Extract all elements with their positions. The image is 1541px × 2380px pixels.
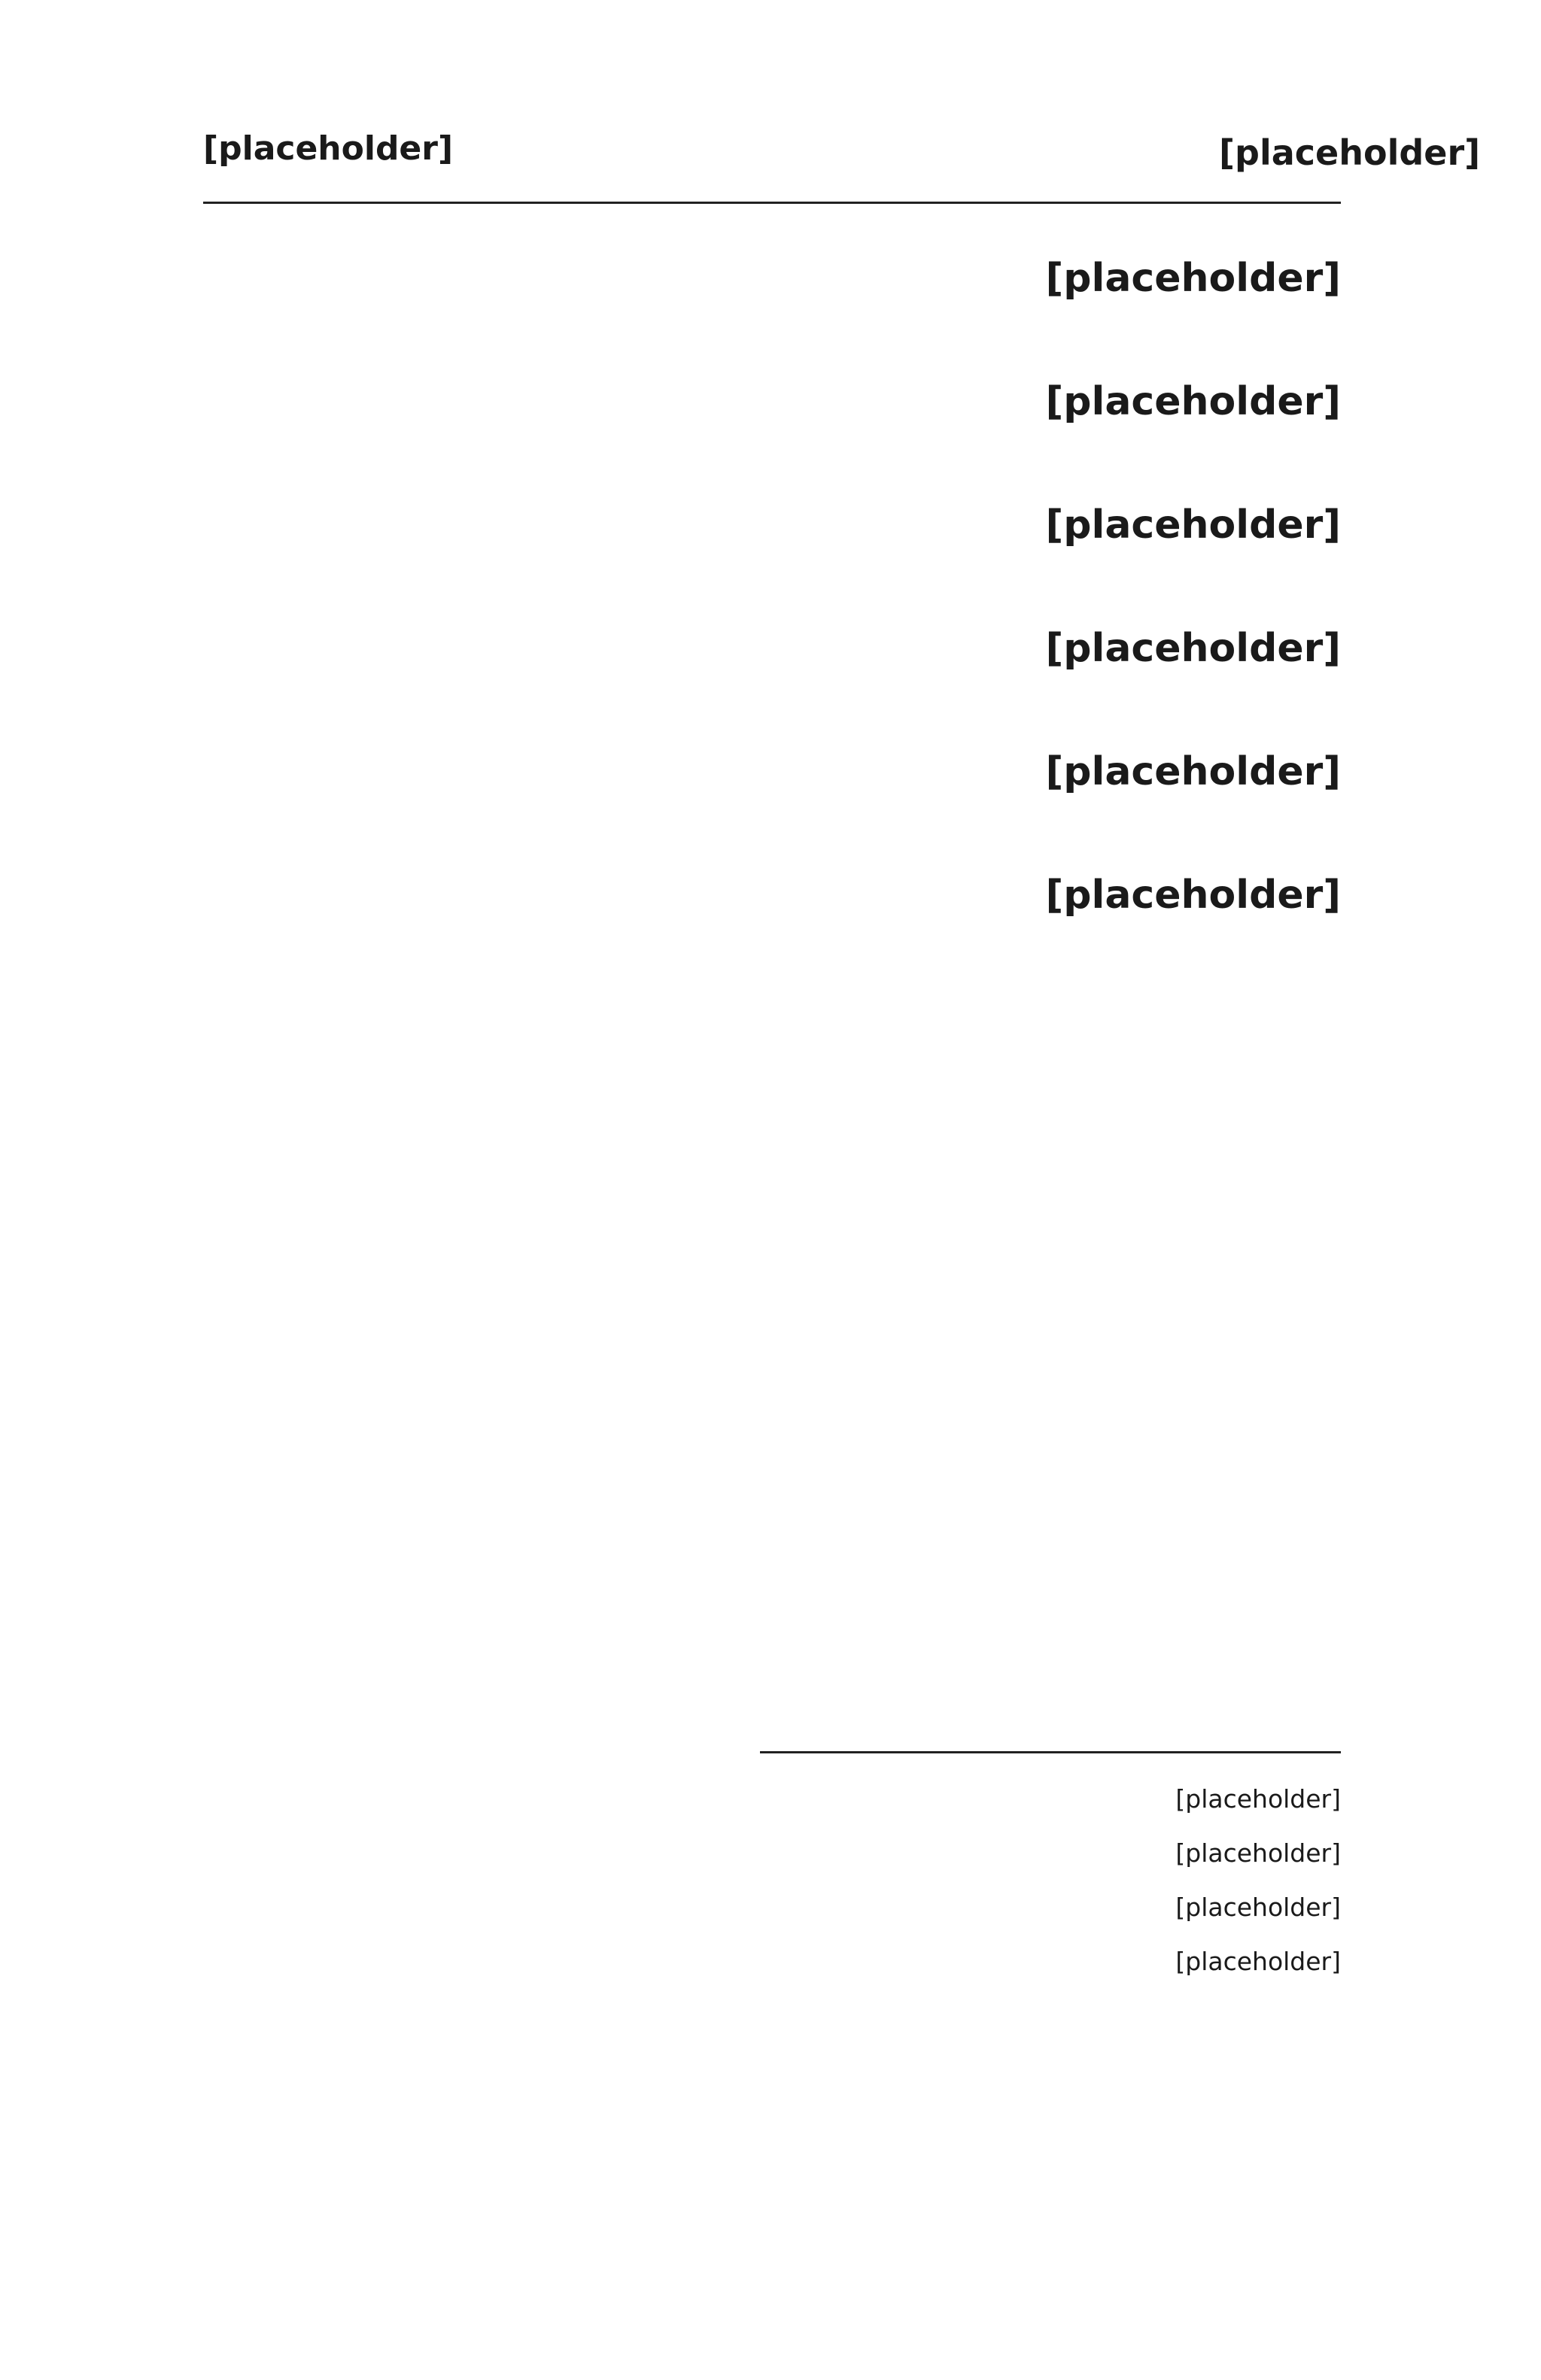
paragraph: [placeholder] <box>1045 502 1341 548</box>
footnotes <box>203 1775 1341 1992</box>
footnote-divider <box>760 1751 1341 1753</box>
paragraph: [placeholder] <box>1045 749 1341 794</box>
running-title: [placeholder] <box>203 129 454 168</box>
footnote: [placeholder] <box>1175 1947 1341 1976</box>
paragraph: [placeholder] <box>1045 379 1341 424</box>
paragraph: [placeholder] <box>1045 873 1341 918</box>
footnote: [placeholder] <box>1175 1838 1341 1868</box>
page-number: [placeholder] <box>1219 132 1481 173</box>
paragraph: [placeholder] <box>1045 626 1341 671</box>
body-text <box>203 229 1341 970</box>
footnote: [placeholder] <box>1175 1893 1341 1922</box>
header-divider <box>203 202 1341 204</box>
paragraph: [placeholder] <box>1045 256 1341 301</box>
footnote: [placeholder] <box>1175 1784 1341 1814</box>
